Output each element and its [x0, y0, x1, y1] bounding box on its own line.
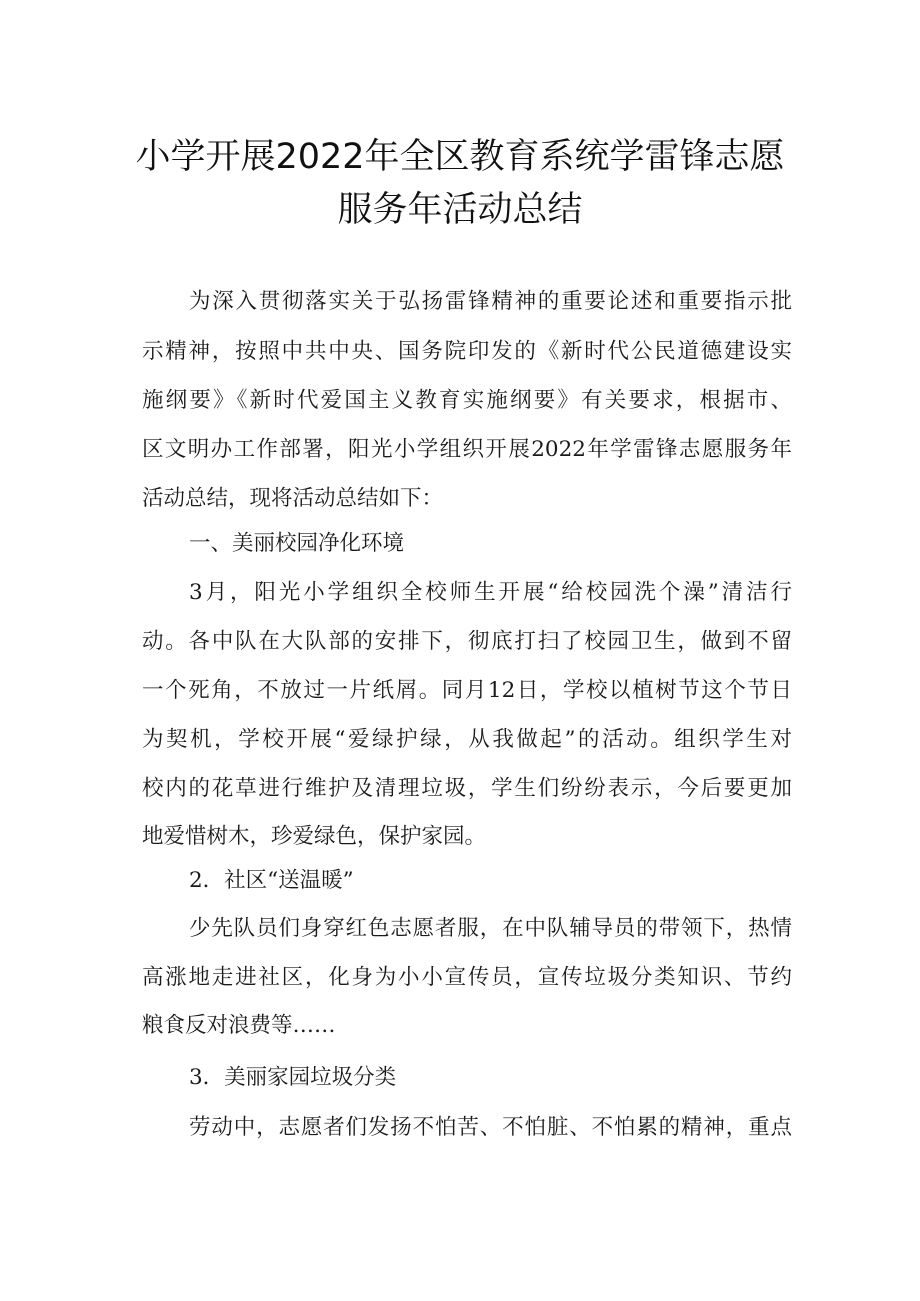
paragraph-1-line: 活动总结，现将活动总结如下：	[142, 486, 444, 511]
paragraph-3-line: 少先队员们身穿红色志愿者服，在中队辅导员的带领下，热情	[189, 916, 792, 941]
paragraph-2-line: 动。各中队在大队部的安排下，彻底打扫了校园卫生，做到不留	[142, 629, 792, 654]
paragraph-2-line: 3月，阳光小学组织全校师生开展“给校园洗个澡”清洁行	[189, 580, 792, 605]
paragraph-3-line: 高涨地走进社区，化身为小小宣传员，宣传垃圾分类知识、节约	[142, 965, 792, 990]
paragraph-3-line: 粮食反对浪费等……	[142, 1013, 336, 1038]
paragraph-2-line: 校内的花草进行维护及清理垃圾，学生们纷纷表示，今后要更加	[142, 776, 792, 801]
paragraph-2-line: 一个死角，不放过一片纸屑。同月12日，学校以植树节这个节日	[142, 678, 792, 703]
paragraph-1-line: 区文明办工作部署，阳光小学组织开展2022年学雷锋志愿服务年	[142, 437, 792, 462]
paragraph-2-line: 为契机，学校开展“爱绿护绿，从我做起”的活动。组织学生对	[142, 727, 792, 752]
paragraph-1-line: 施纲要》《新时代爱国主义教育实施纲要》有关要求，根据市、	[142, 388, 792, 413]
document-title-line-1: 小学开展2022年全区教育系统学雷锋志愿	[135, 137, 785, 177]
section-heading-2: 2．社区“送温暖”	[189, 868, 354, 893]
paragraph-1-line: 示精神，按照中共中央、国务院印发的《新时代公民道德建设实	[142, 339, 792, 364]
paragraph-1-line: 为深入贯彻落实关于弘扬雷锋精神的重要论述和重要指示批	[189, 289, 792, 314]
section-heading-1: 一、美丽校园净化环境	[189, 531, 405, 556]
paragraph-2-line: 地爱惜树木，珍爱绿色，保护家园。	[142, 824, 487, 849]
section-heading-3: 3．美丽家园垃圾分类	[189, 1065, 397, 1090]
paragraph-4-line: 劳动中，志愿者们发扬不怕苦、不怕脏、不怕累的精神，重点	[189, 1115, 792, 1140]
document-title-line-2: 服务年活动总结	[337, 190, 583, 230]
